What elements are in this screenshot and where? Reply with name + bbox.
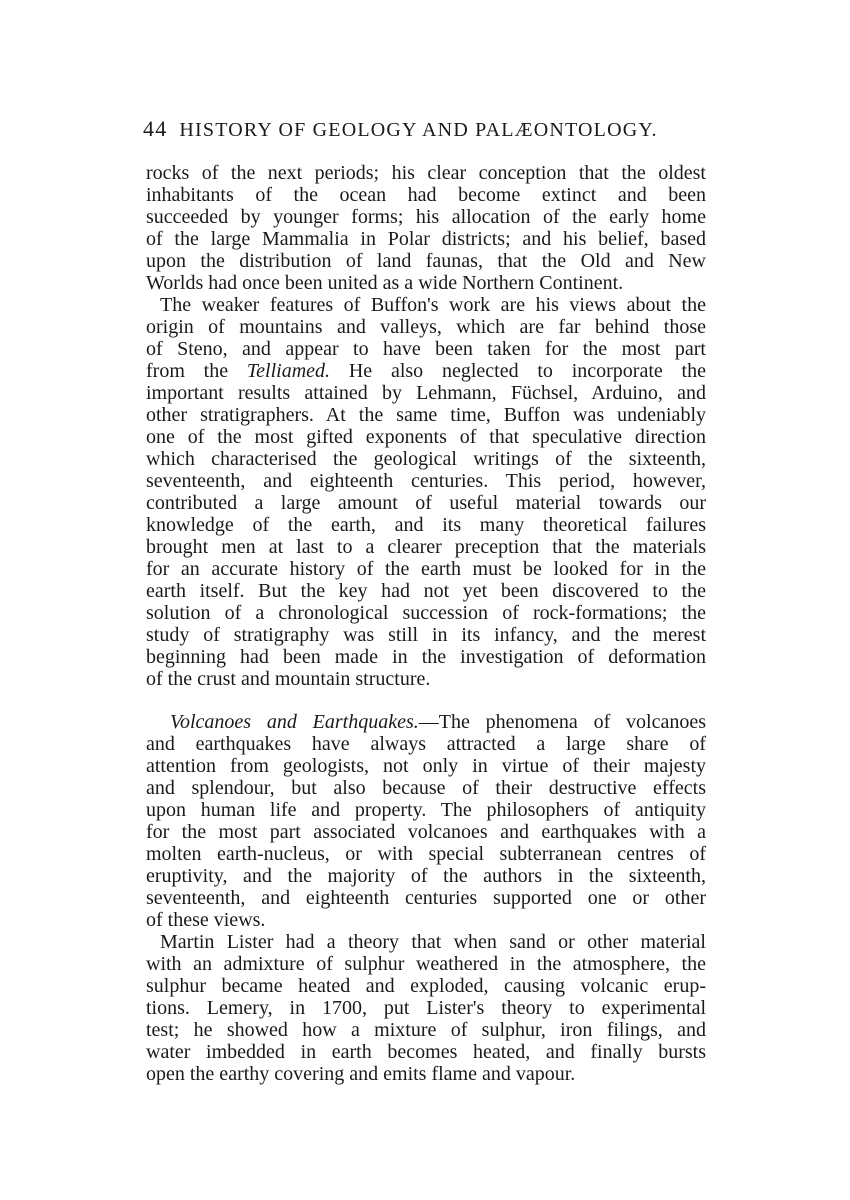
text-line: of the crust and mountain structure. bbox=[146, 668, 431, 690]
text-line: important results attained by Lehmann, Füchsel, Arduino, and bbox=[146, 382, 706, 404]
text-line: brought men at last to a clearer preception that the materials bbox=[146, 536, 706, 558]
text-line: contributed a large amount of useful material towards our bbox=[146, 492, 706, 514]
text-span: from the bbox=[146, 360, 247, 382]
text-line: eruptivity, and the majority of the authors in the sixteenth, bbox=[146, 865, 706, 887]
text-line: molten earth-nucleus, or with special subterranean centres of bbox=[146, 843, 706, 865]
text-line: inhabitants of the ocean had become extinct and been bbox=[146, 184, 706, 206]
text-line: for the most part associated volcanoes and earthquakes with a bbox=[146, 821, 706, 843]
running-header bbox=[143, 116, 683, 146]
text-line: seventeenth, and eighteenth centuries supported one or other bbox=[146, 887, 706, 909]
page-number: 44 bbox=[143, 116, 168, 141]
text-line: knowledge of the earth, and its many theoretical failures bbox=[146, 514, 706, 536]
text-line: and splendour, but also because of their destructive effects bbox=[146, 777, 706, 799]
text-line: Worlds had once been united as a wide Northern Continent. bbox=[146, 272, 624, 294]
text-line: one of the most gifted exponents of that speculative direction bbox=[146, 426, 706, 448]
text-line: seventeenth, and eighteenth centuries. This period, however, bbox=[146, 470, 706, 492]
text-line: tions. Lemery, in 1700, put Lister's theory to experimental bbox=[146, 997, 706, 1019]
text-line: open the earthy covering and emits flame and vapour. bbox=[146, 1063, 576, 1085]
section-heading-line bbox=[170, 711, 706, 733]
text-line: for an accurate history of the earth must be looked for in the bbox=[146, 558, 706, 580]
text-line: solution of a chronological succession of rock-formations; the bbox=[146, 602, 706, 624]
text-line: and earthquakes have always attracted a large share of bbox=[146, 733, 706, 755]
text-span: He also neglected to incorporate the bbox=[330, 360, 706, 382]
text-line: study of stratigraphy was still in its infancy, and the merest bbox=[146, 624, 706, 646]
text-line: origin of mountains and valleys, which are far behind those bbox=[146, 316, 706, 338]
text-line: attention from geologists, not only in virtue of their majesty bbox=[146, 755, 706, 777]
text-line: of the large Mammalia in Polar districts; and his belief, based bbox=[146, 228, 706, 250]
running-title: HISTORY OF GEOLOGY AND PALÆONTOLOGY. bbox=[179, 119, 658, 141]
text-line: with an admixture of sulphur weathered in the atmosphere, the bbox=[146, 953, 706, 975]
italic-title: Telliamed. bbox=[246, 360, 331, 382]
text-line: water imbedded in earth becomes heated, and finally bursts bbox=[146, 1041, 706, 1063]
text-line: The weaker features of Buffon's work are his views about the bbox=[160, 294, 706, 316]
text-line: rocks of the next periods; his clear conception that the oldest bbox=[146, 162, 706, 184]
text-line: other stratigraphers. At the same time, Buffon was undeniably bbox=[146, 404, 706, 426]
text-line: sulphur became heated and exploded, causing volcanic erup- bbox=[146, 975, 706, 997]
text-line bbox=[146, 360, 706, 382]
text-line: Martin Lister had a theory that when sand or other material bbox=[160, 931, 706, 953]
text-line: upon human life and property. The philosophers of antiquity bbox=[146, 799, 706, 821]
text-line: upon the distribution of land faunas, that the Old and New bbox=[146, 250, 706, 272]
section-heading: Volcanoes and Earthquakes. bbox=[170, 711, 419, 733]
text-line: test; he showed how a mixture of sulphur, iron filings, and bbox=[146, 1019, 706, 1041]
text-span: —The phenomena of volcanoes bbox=[418, 711, 706, 733]
text-line: of Steno, and appear to have been taken for the most part bbox=[146, 338, 706, 360]
text-line: which characterised the geological writings of the sixteenth, bbox=[146, 448, 706, 470]
text-line: succeeded by younger forms; his allocation of the early home bbox=[146, 206, 706, 228]
text-line: beginning had been made in the investigation of deformation bbox=[146, 646, 706, 668]
text-line: earth itself. But the key had not yet been discovered to the bbox=[146, 580, 706, 602]
text-line: of these views. bbox=[146, 909, 266, 931]
